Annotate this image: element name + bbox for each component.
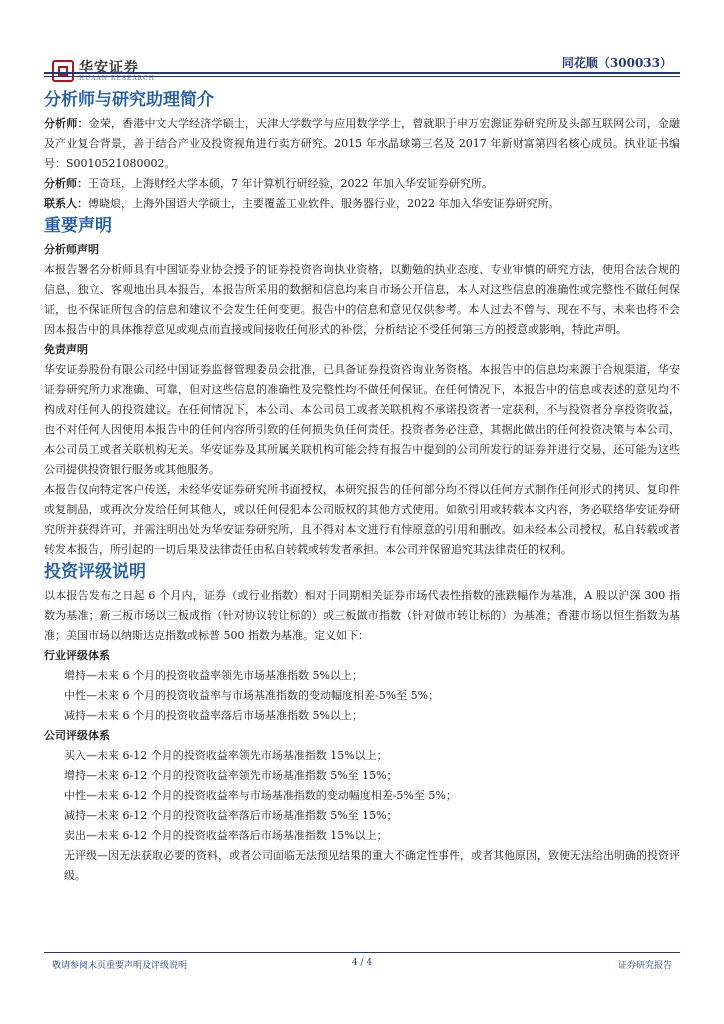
company-rating-item: 减持—未来 6-12 个月的投资收益率落后市场基准指数 5%至 15%； xyxy=(64,809,398,822)
analyst-bio-text: 王奇珏，上海财经大学本硕，7 年计算机行研经验，2022 年加入华安证券研究所。 xyxy=(88,177,493,190)
industry-rating-item: 减持—未来 6 个月的投资收益率落后市场基准指数 5%以上； xyxy=(64,709,363,722)
footer-notice: 敬请参阅末页重要声明及评级说明 xyxy=(52,961,188,971)
analyst-label: 分析师： xyxy=(44,117,89,130)
footer-report-type: 证券研究报告 xyxy=(617,961,672,971)
company-rating-item: 卖出—未来 6-12 个月的投资收益率落后市场基准指数 15%以上； xyxy=(64,829,388,842)
page-content xyxy=(44,88,680,886)
company-rating-title: 公司评级体系 xyxy=(44,729,110,742)
page-number: 4 / 4 xyxy=(351,958,373,968)
analyst-section-title: 分析师与研究助理简介 xyxy=(44,90,214,110)
logo-seal-icon xyxy=(52,60,74,82)
header-divider-thin xyxy=(44,76,680,77)
industry-rating-item: 增持—未来 6 个月的投资收益率领先市场基准指数 5%以上； xyxy=(64,669,363,682)
stock-name: 同花顺（300033） xyxy=(561,56,672,70)
company-logo xyxy=(52,60,155,82)
company-rating-item: 中性—未来 6-12 个月的投资收益率与市场基准指数的变动幅度相差-5%至 5%； xyxy=(64,789,457,802)
analyst-label: 分析师： xyxy=(44,177,88,190)
disclaimer-paragraph-2: 本报告仅向特定客户传送，未经华安证券研究所书面授权，本研究报告的任何部分均不得以任何方式制作任何形式的拷贝、复印件或复制品，或再次分发给任何其他人，或以任何侵犯本公司版权的其他方式使用。如欲引用或转载本文内容，务必联络华安证券研究所并获得许可，并需注明出处为华安证券研究所，且不得对本文进行有悖原意的引用和删改。如未经本公司授权，私自转载或者转发本报告，所引起的一切后果及法律责任由私自转载或转发者承担。本公司并保留追究其法律责任的权利。 xyxy=(44,483,680,556)
contact-bio-text: 傅晓烺，上海外国语大学硕士，主要覆盖工业软件、服务器行业，2022 年加入华安证券研究所。 xyxy=(88,197,560,210)
analyst-statement: 本报告署名分析师具有中国证券业协会授予的证券投资咨询执业资格，以勤勉的执业态度、专业审慎的研究方法，使用合法合规的信息，独立、客观地出具本报告，本报告所采用的数据和信息均来自市场公开信息，本人对这些信息的准确性或完整性不做任何保证，也不保证所包含的信息和建议不会发生任何变更。报告中的信息和意见仅供参考。本人过去不曾与、现在不与、未来也将不会因本报告中的具体推荐意见或观点而直接或间接收任何形式的补偿，分析结论不受任何第三方的授意或影响，特此声明。 xyxy=(44,263,680,336)
header-divider xyxy=(44,72,680,74)
rating-title: 投资评级说明 xyxy=(44,562,146,582)
industry-rating-item: 中性—未来 6 个月的投资收益率与市场基准指数的变动幅度相差-5%至 5%； xyxy=(64,689,440,702)
analyst-bio-1 xyxy=(44,114,680,174)
declaration-title: 重要声明 xyxy=(44,216,112,236)
contact-bio xyxy=(44,194,680,214)
page-header xyxy=(44,52,680,82)
analyst-bio-2 xyxy=(44,174,680,194)
company-rating-item: 增持—未来 6-12 个月的投资收益率领先市场基准指数 5%至 15%； xyxy=(64,769,398,782)
industry-rating-title: 行业评级体系 xyxy=(44,649,110,662)
contact-label: 联系人： xyxy=(44,197,88,210)
footer-divider xyxy=(44,952,680,953)
analyst-bio-text: 金荣，香港中文大学经济学硕士，天津大学数学与应用数学学士，曾就职于申万宏源证券研究所及头部互联网公司，金融及产业复合背景，善于结合产业及投资视角进行卖方研究。2015 年水晶球第三名及 2017 年新财富第四名核心成员。执业证书编号：S0010521080002。 xyxy=(44,117,681,170)
disclaimer-title: 免责声明 xyxy=(44,343,88,356)
logo-chinese-name: 华安证券 xyxy=(79,59,139,76)
disclaimer-paragraph-1: 华安证券股份有限公司经中国证券监督管理委员会批准，已具备证券投资咨询业务资格。本报告中的信息均来源于合规渠道，华安证券研究所力求准确、可靠，但对这些信息的准确性及完整性均不做任何保证。在任何情况下，本报告中的信息或表述的意见均不构成对任何人的投资建议。在任何情况下，本公司、本公司员工或者关联机构不承诺投资者一定获利，不与投资者分享投资收益，也不对任何人因使用本报告中的任何内容所引致的任何损失负任何责任。投资者务必注意，其据此做出的任何投资决策与本公司、本公司员工或者关联机构无关。华安证券及其所属关联机构可能会持有报告中提到的公司所发行的证券并进行交易，还可能为这些公司提供投资银行服务或其他服务。 xyxy=(44,363,680,476)
analyst-statement-title: 分析师声明 xyxy=(44,243,99,256)
company-rating-item: 买入—未来 6-12 个月的投资收益率领先市场基准指数 15%以上； xyxy=(64,749,388,762)
no-rating-item: 无评级—因无法获取必要的资料，或者公司面临无法预见结果的重大不确定性事件，或者其他原因，致使无法给出明确的投资评级。 xyxy=(64,849,680,882)
rating-intro: 以本报告发布之日起 6 个月内，证券（或行业指数）相对于同期相关证券市场代表性指数的涨跌幅作为基准，A 股以沪深 300 指数为基准；新三板市场以三板成指（针对协议转让标的）或三板做市指数（针对做市转让标的）为基准；香港市场以恒生指数为基准；美国市场以纳斯达克指数或标普 500 指数为基准。定义如下： xyxy=(44,589,680,642)
logo-english-name: HUAAN RESEARCH xyxy=(79,74,155,82)
